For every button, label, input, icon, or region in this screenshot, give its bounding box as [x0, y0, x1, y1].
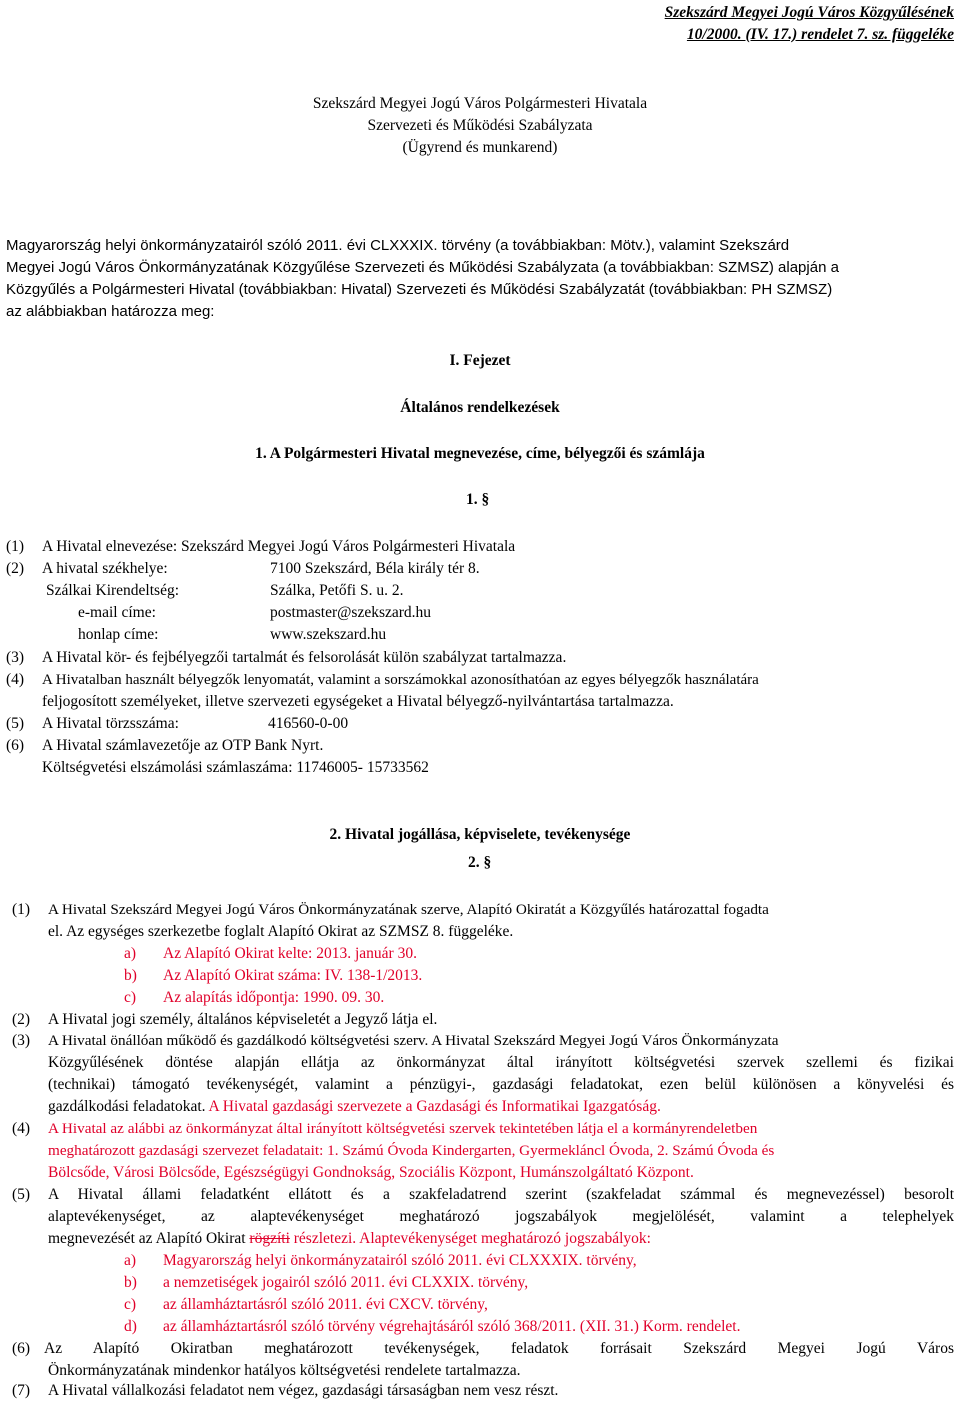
s2-p4-line-2: meghatározott gazdasági szervezet feladatait: 1. Számú Óvoda Kindergarten, Gyermekláncl Óvoda, 2. Számú Óvoda és — [48, 1142, 775, 1159]
s1-p6-num: (6) — [6, 737, 25, 754]
s1-p5-value: 416560-0-00 — [268, 715, 349, 732]
section-2-title: 2. Hivatal jogállása, képviselete, tevékenysége — [329, 826, 631, 843]
web-value: www.szekszard.hu — [270, 626, 387, 643]
s1-p2-value: 7100 Szekszárd, Béla király tér 8. — [270, 560, 480, 577]
branch-value: Szálka, Petőfi S. u. 2. — [270, 582, 404, 599]
s2-p1-line-1: A Hivatal Szekszárd Megyei Jogú Város Önkormányzatának szerve, Alapító Okiratát a Közgyűlés határozattal fogadta — [48, 901, 769, 918]
s1-p4-line-2: feljogosított személyeket, illetve szervezeti egységeket a Hivatal bélyegző-nyilvántartása tartalmazza. — [42, 693, 674, 710]
doc-title-line-1: Szekszárd Megyei Jogú Város Polgármesteri Hivatala — [312, 95, 648, 112]
web-label: honlap címe: — [78, 626, 159, 643]
email-value: postmaster@szekszard.hu — [270, 604, 432, 621]
s2-p6-line-2: Önkormányzatának mindenkor hatályos költségvetési rendelete tartalmazza. — [48, 1362, 521, 1379]
chapter-title: Általános rendelkezések — [400, 399, 560, 416]
s1-p5-num: (5) — [6, 715, 25, 732]
s2-p2-text: A Hivatal jogi személy, általános képviseletét a Jegyző látja el. — [48, 1011, 438, 1028]
s2-p5-b-text: a nemzetiségek jogairól szóló 2011. évi CLXXIX. törvény, — [163, 1274, 529, 1291]
s2-p3-line-4 — [48, 1097, 661, 1117]
paragraph-1-mark: 1. § — [466, 491, 490, 508]
s1-p2-num: (2) — [6, 560, 25, 577]
s2-p5-line-3 — [48, 1229, 651, 1249]
doc-title-line-2: Szervezeti és Működési Szabályzata — [367, 117, 593, 134]
s2-p1-line-2: el. Az egységes szerkezetbe foglalt Alapító Okirat az SZMSZ 8. függeléke. — [48, 923, 514, 940]
s2-p1-a-text: Az Alapító Okirat kelte: 2013. január 30. — [163, 945, 417, 962]
s2-p5-struck-word: rögzíti — [249, 1230, 290, 1247]
s2-p1-b-num: b) — [124, 967, 137, 984]
paragraph-2-mark: 2. § — [468, 854, 492, 871]
section-1-title: 1. A Polgármesteri Hivatal megnevezése, címe, bélyegzői és számlája — [255, 445, 705, 462]
chapter-heading: I. Fejezet — [449, 352, 511, 369]
s2-p5-d-num: d) — [124, 1318, 137, 1335]
doc-title-line-3: (Ügyrend és munkarend) — [402, 139, 558, 156]
s1-p6-account: Költségvetési elszámolási számlaszáma: 11746005- 15733562 — [42, 759, 429, 776]
s2-p7-num: (7) — [12, 1382, 31, 1399]
s2-p4-num: (4) — [12, 1120, 31, 1137]
s2-p5-c-num: c) — [124, 1296, 137, 1313]
s2-p1-a-num: a) — [124, 945, 137, 962]
s1-p3-text: A Hivatal kör- és fejbélyegzői tartalmát és felsorolását külön szabályzat tartalmazza. — [42, 649, 567, 666]
header-line-1: Szekszárd Megyei Jogú Város Közgyűlésének — [664, 4, 954, 21]
branch-label: Szálkai Kirendeltség: — [46, 582, 179, 599]
intro-line-3: Közgyűlés a Polgármesteri Hivatal (továbbiakban: Hivatal) Szervezeti és Működési Szabályzatát (továbbiakban: PH SZMSZ) — [6, 281, 833, 298]
s1-p2-label: A hivatal székhelye: — [42, 560, 168, 577]
s1-p1-text: A Hivatal elnevezése: Szekszárd Megyei Jogú Város Polgármesteri Hivatala — [42, 538, 516, 555]
s1-p6-text: A Hivatal számlavezetője az OTP Bank Nyrt. — [42, 737, 324, 754]
s1-p5-label: A Hivatal törzsszáma: — [42, 715, 179, 732]
email-label: e-mail címe: — [78, 604, 156, 621]
s2-p5-b-num: b) — [124, 1274, 137, 1291]
s2-p6-line-1: Az Alapító Okiratban meghatározott tevékenységek, feladatok forrásait Szekszárd Megyei Jogú Város — [44, 1340, 954, 1357]
s2-p3-line-4-text: gazdálkodási feladatokat. — [48, 1098, 206, 1115]
intro-line-1: Magyarország helyi önkormányzatairól szóló 2011. évi CLXXXIX. törvény (a továbbiakban: Mötv.), valamint Szekszárd — [6, 237, 790, 254]
s2-p5-d-text: az államháztartásról szóló törvény végrehajtásáról szóló 368/2011. (XII. 31.) Korm. rendelet. — [163, 1318, 741, 1335]
s1-p4-num: (4) — [6, 671, 25, 688]
intro-line-4: az alábbiakban határozza meg: — [6, 303, 215, 320]
s2-p2-num: (2) — [12, 1011, 31, 1028]
s2-p5-num: (5) — [12, 1186, 31, 1203]
s2-p5-a-text: Magyarország helyi önkormányzatairól szóló 2011. évi CLXXXIX. törvény, — [163, 1252, 637, 1269]
s2-p5-c-text: az államháztartásról szóló 2011. évi CXCV. törvény, — [163, 1296, 488, 1313]
s2-p6-num: (6) — [12, 1340, 31, 1357]
s2-p3-amendment: A Hivatal gazdasági szervezete a Gazdasági és Informatikai Igazgatóság. — [208, 1098, 661, 1115]
s2-p1-c-text: Az alapítás időpontja: 1990. 09. 30. — [163, 989, 385, 1006]
s2-p5-line-3-text: megnevezését az Alapító Okirat — [48, 1230, 246, 1247]
s2-p4-line-1: A Hivatal az alábbi az önkormányzat által irányított költségvetési szervek tekintetében látja el a kormányrendeletben — [48, 1120, 758, 1137]
s2-p5-amendment: részletezi. Alaptevékenységet meghatározó jogszabályok: — [293, 1230, 651, 1247]
s2-p5-a-num: a) — [124, 1252, 137, 1269]
s2-p1-b-text: Az Alapító Okirat száma: IV. 138-1/2013. — [163, 967, 423, 984]
s1-p4-line-1: A Hivatalban használt bélyegzők lenyomatát, valamint a sorszámokkal azonosíthatóan az egyes bélyegzők használatára — [42, 672, 759, 688]
intro-line-2: Megyei Jogú Város Önkormányzatának Közgyűlése Szervezeti és Működési Szabályzata (a továbbiakban: SZMSZ) alapján a — [6, 259, 839, 276]
s2-p5-line-2: alaptevékenységet, az alaptevékenységet meghatározó jogszabályok megjelölését, valamint a telephelyek — [48, 1208, 954, 1225]
s1-p3-num: (3) — [6, 649, 25, 666]
s1-p1-num: (1) — [6, 538, 25, 555]
s2-p3-num: (3) — [12, 1032, 31, 1049]
s2-p5-line-1: A Hivatal állami feladatként ellátott és a szakfeladatrend szerint (szakfeladat számmal és megnevezéssel) besorolt — [48, 1186, 954, 1203]
s2-p3-line-3: (technikai) támogató tevékenységét, valamint a pénzügyi-, gazdasági feladatokat, ezen belül különösen a könyvelési és — [48, 1076, 954, 1093]
s2-p4-line-3: Bölcsőde, Városi Bölcsőde, Egészségügyi Gondnokság, Szociális Központ, Humánszolgáltató Központ. — [48, 1164, 694, 1181]
s2-p1-num: (1) — [12, 901, 31, 918]
s2-p3-line-1: A Hivatal önállóan működő és gazdálkodó költségvetési szerv. A Hivatal Szekszárd Megyei Jogú Város Önkormányzata — [48, 1032, 779, 1049]
s2-p7-text: A Hivatal vállalkozási feladatot nem végez, gazdasági társaságban nem vesz részt. — [48, 1382, 559, 1399]
header-line-2: 10/2000. (IV. 17.) rendelet 7. sz. függeléke — [686, 26, 954, 43]
s2-p3-line-2: Közgyűlésének döntése alapján ellátja az önkormányzat által irányított költségvetési szervek szellemi és fizikai — [48, 1054, 954, 1071]
s2-p1-c-num: c) — [124, 989, 137, 1006]
